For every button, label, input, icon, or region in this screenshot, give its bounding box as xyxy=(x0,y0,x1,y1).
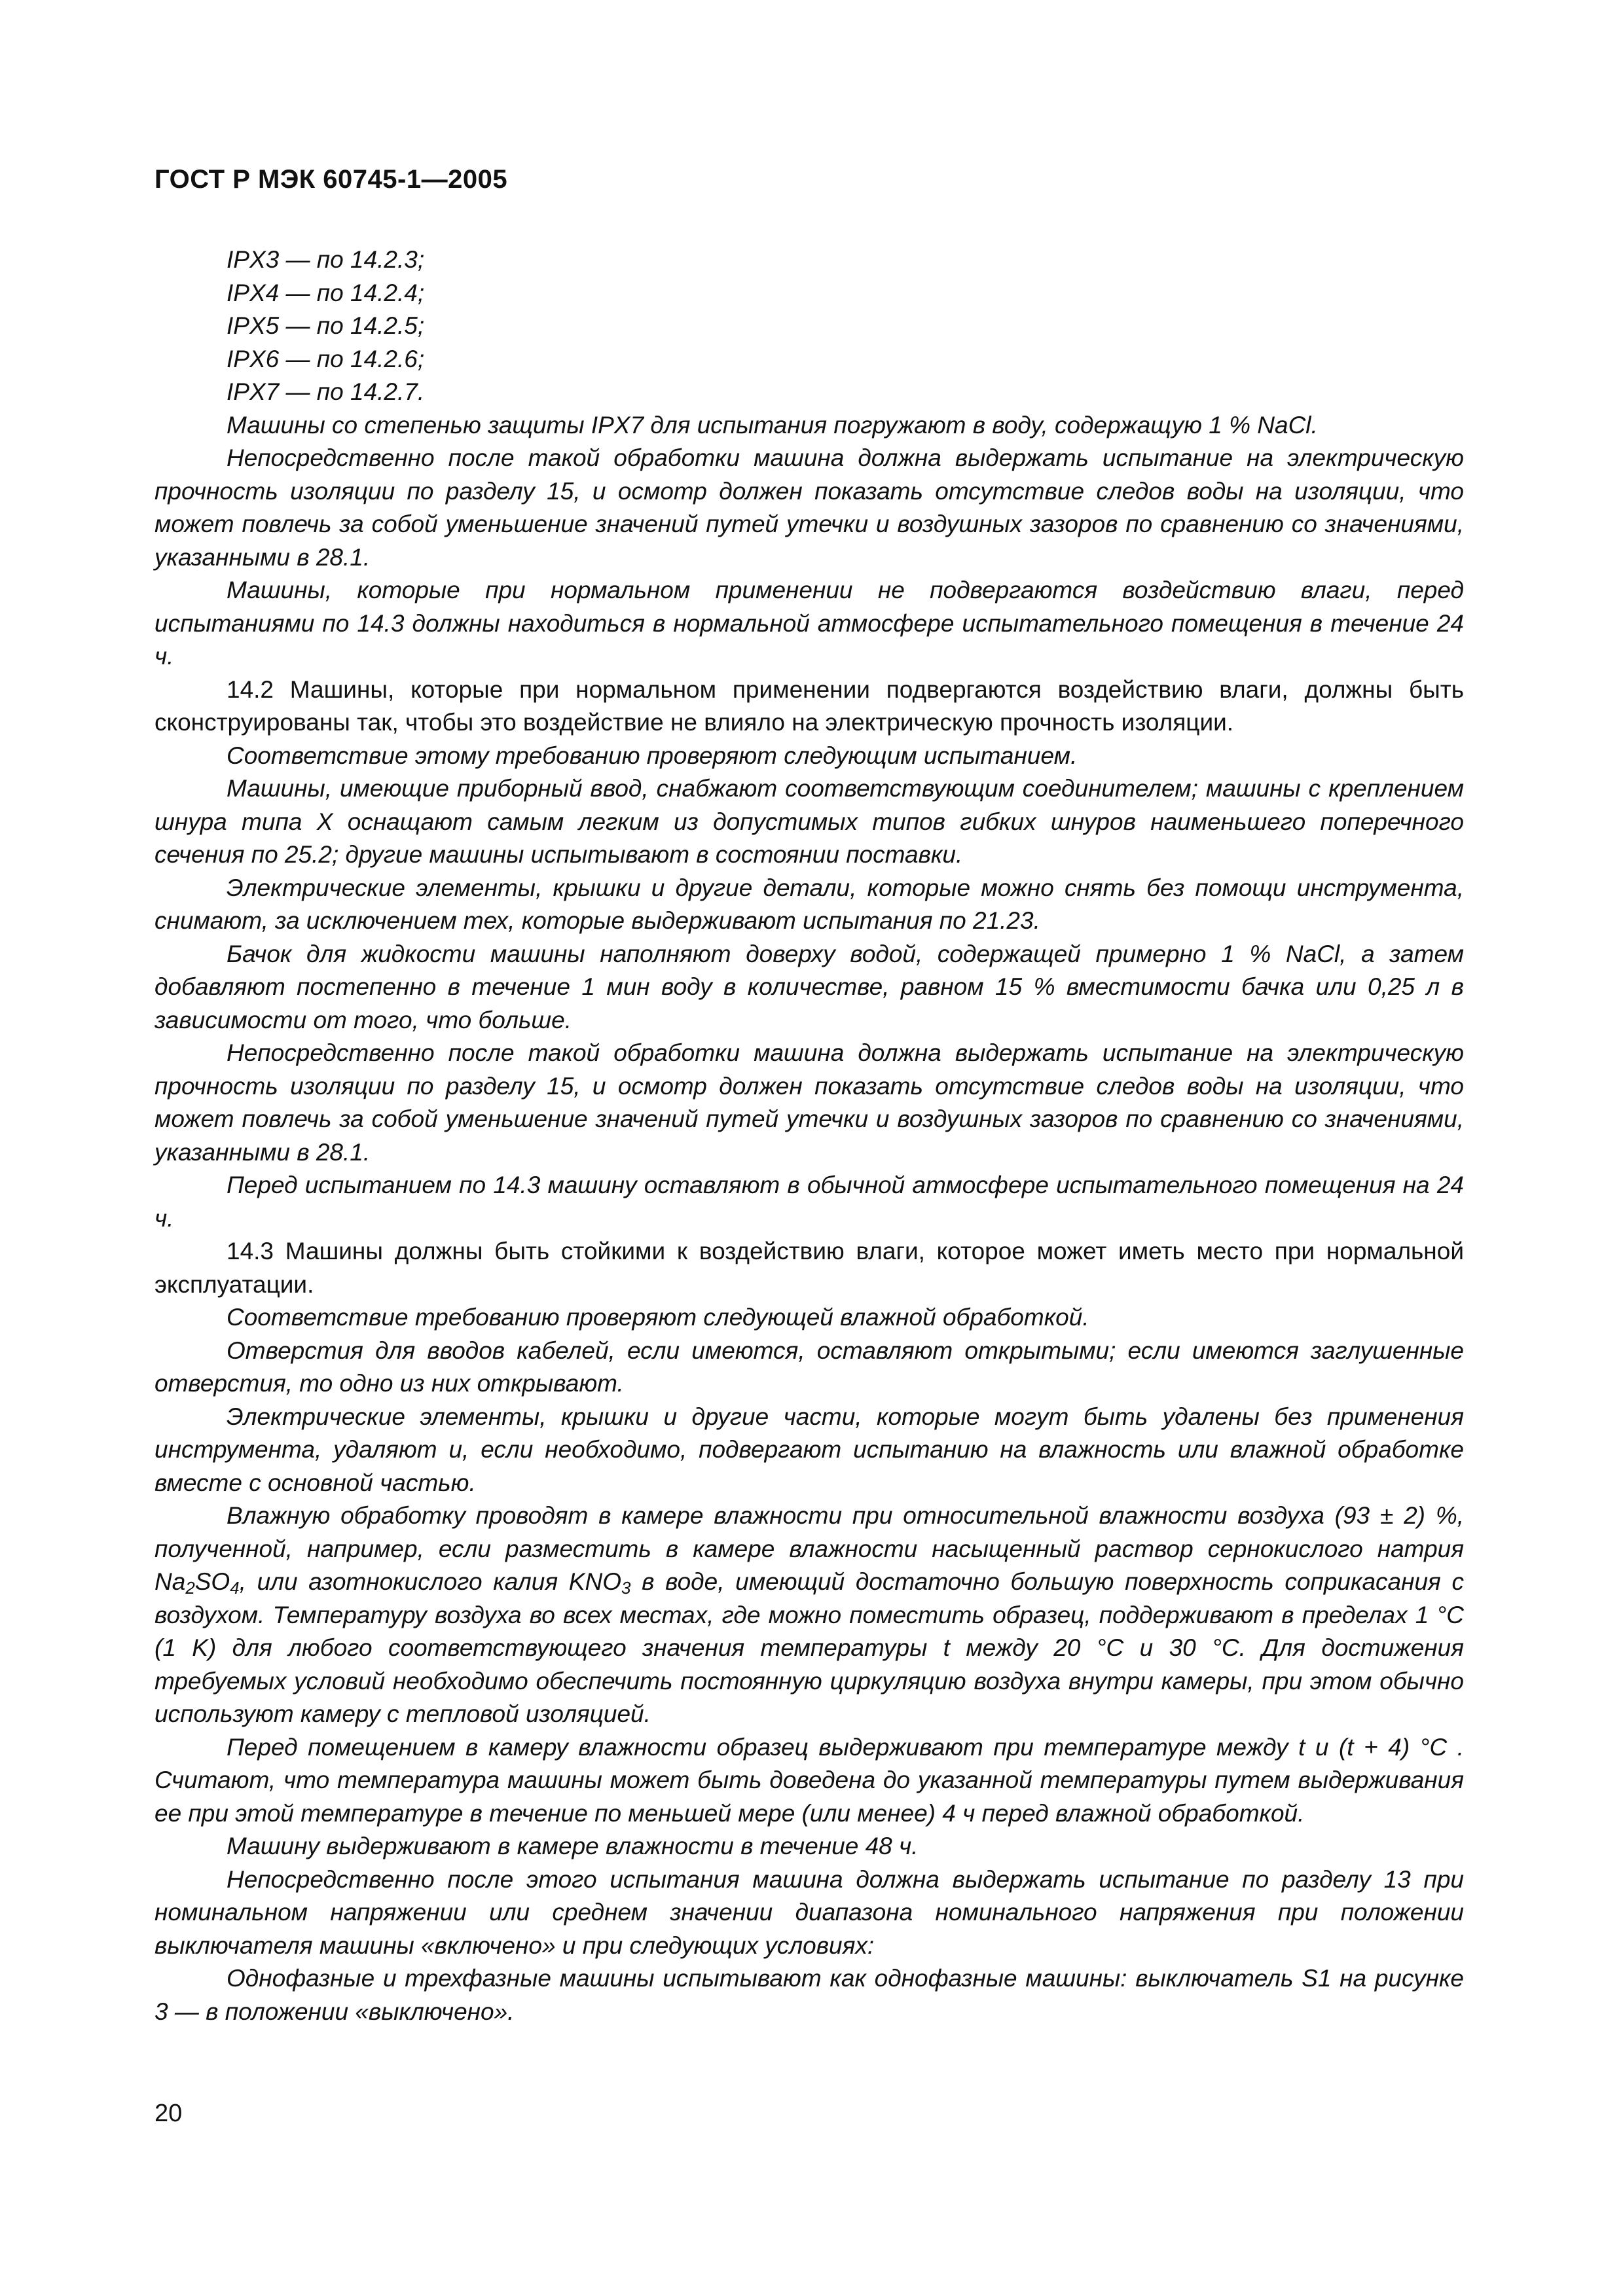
ip-list-item: IPX7 — по 14.2.7. xyxy=(227,378,425,405)
ip-list-item: IPX6 — по 14.2.6; xyxy=(227,345,425,372)
subscript: 3 xyxy=(621,1579,631,1598)
text-run: в воде, имеющий достаточно большую поверхность соприкасания с воздухом. Температуру воздуха во всех местах, где можно поместить образец, поддерживают в пределах 1 °C (1 K) для любого соответствующего значения температуры t между 20 °C и 30 °C. Для достижения требуемых условий необходимо обеспечить постоянную циркуляцию воздуха внутри камеры, при этом обычно используют камеру с тепловой изоляцией. xyxy=(155,1568,1464,1727)
paragraph: Перед помещением в камеру влажности образец выдерживают при температуре между t и (t + 4) °C . Считают, что температура машины может быть доведена до указанной температуры путем выдерживания ее при этой температуре в течение по меньшей мере (или менее) 4 ч перед влажной обработкой. xyxy=(155,1733,1464,1827)
standard-header: ГОСТ Р МЭК 60745-1—2005 xyxy=(155,165,508,194)
paragraph: Электрические элементы, крышки и другие части, которые могут быть удалены без применения инструмента, удаляют и, если необходимо, подвергают испытанию на влажность или влажной обработке вместе с основной частью. xyxy=(155,1403,1464,1496)
page-body xyxy=(155,243,1464,2028)
paragraph: Бачок для жидкости машины наполняют доверху водой, содержащей примерно 1 % NaCl, а затем добавляют постепенно в течение 1 мин воду в количестве, равном 15 % вместимости бачка или 0,25 л в зависимости от того, что больше. xyxy=(155,940,1464,1033)
paragraph: Перед испытанием по 14.3 машину оставляют в обычной атмосфере испытательного помещения на 24 ч. xyxy=(155,1172,1464,1232)
paragraph: Соответствие требованию проверяют следующей влажной обработкой. xyxy=(227,1304,1089,1331)
clause-14-2: 14.2 Машины, которые при нормальном применении подвергаются воздействию влаги, должны быть сконструированы так, чтобы это воздействие не влияло на электрическую прочность изоляции. xyxy=(155,675,1464,736)
text-run: Влажную обработку проводят в камере влажности при относительной влажности воздуха (93 ± 2) %, полученной, например, если разместить в камере влажности насыщенный раствор сернокислого натрия Na xyxy=(155,1502,1464,1595)
paragraph: Однофазные и трехфазные машины испытывают как однофазные машины: выключатель S1 на рисунке 3 — в положении «выключено». xyxy=(155,1965,1464,2025)
clause-14-3: 14.3 Машины должны быть стойкими к воздействию влаги, которое может иметь место при нормальной эксплуатации. xyxy=(155,1238,1464,1298)
text-run: SO xyxy=(194,1568,230,1595)
ip-list-item: IPX4 — по 14.2.4; xyxy=(227,279,425,306)
paragraph: Машины, которые при нормальном применении не подвергаются воздействию влаги, перед испытаниями по 14.3 должны находиться в нормальной атмосфере испытательного помещения в течение 24 ч. xyxy=(155,577,1464,670)
ip-list-item: IPX3 — по 14.2.3; xyxy=(227,246,425,273)
paragraph-humidity xyxy=(155,1499,1464,1731)
paragraph: Непосредственно после такой обработки машина должна выдержать испытание на электрическую прочность изоляции по разделу 15, и осмотр должен показать отсутствие следов воды на изоляции, что может повлечь за собой уменьшение значений путей утечки и воздушных зазоров по сравнению со значениями, указанными в 28.1. xyxy=(155,444,1464,571)
paragraph: Электрические элементы, крышки и другие детали, которые можно снять без помощи инструмента, снимают, за исключением тех, которые выдерживают испытания по 21.23. xyxy=(155,874,1464,934)
paragraph: Соответствие этому требованию проверяют следующим испытанием. xyxy=(227,742,1078,769)
paragraph: Отверстия для вводов кабелей, если имеются, оставляют открытыми; если имеются заглушенные отверстия, то одно из них открывают. xyxy=(155,1336,1464,1397)
subscript: 4 xyxy=(230,1579,240,1598)
text-run: , или азотнокислого калия KNO xyxy=(239,1568,621,1595)
paragraph: Машины со степенью защиты IPX7 для испытания погружают в воду, содержащую 1 % NaCl. xyxy=(227,411,1318,439)
paragraph: Непосредственно после такой обработки машина должна выдержать испытание на электрическую прочность изоляции по разделу 15, и осмотр должен показать отсутствие следов воды на изоляции, что может повлечь за собой уменьшение значений путей утечки и воздушных зазоров по сравнению со значениями, указанными в 28.1. xyxy=(155,1039,1464,1166)
ip-list-item: IPX5 — по 14.2.5; xyxy=(227,312,425,339)
page-number: 20 xyxy=(155,2100,183,2127)
paragraph: Машину выдерживают в камере влажности в течение 48 ч. xyxy=(227,1833,919,1859)
paragraph: Непосредственно после этого испытания машина должна выдержать испытание по разделу 13 при номинальном напряжении или среднем значении диапазона номинального напряжения при положении выключателя машины «включено» и при следующих условиях: xyxy=(155,1865,1464,1959)
subscript: 2 xyxy=(185,1579,195,1598)
paragraph: Машины, имеющие приборный ввод, снабжают соответствующим соединителем; машины с креплением шнура типа X оснащают самым легким из допустимых типов гибких шнуров наименьшего поперечного сечения по 25.2; другие машины испытывают в состоянии поставки. xyxy=(155,775,1464,868)
